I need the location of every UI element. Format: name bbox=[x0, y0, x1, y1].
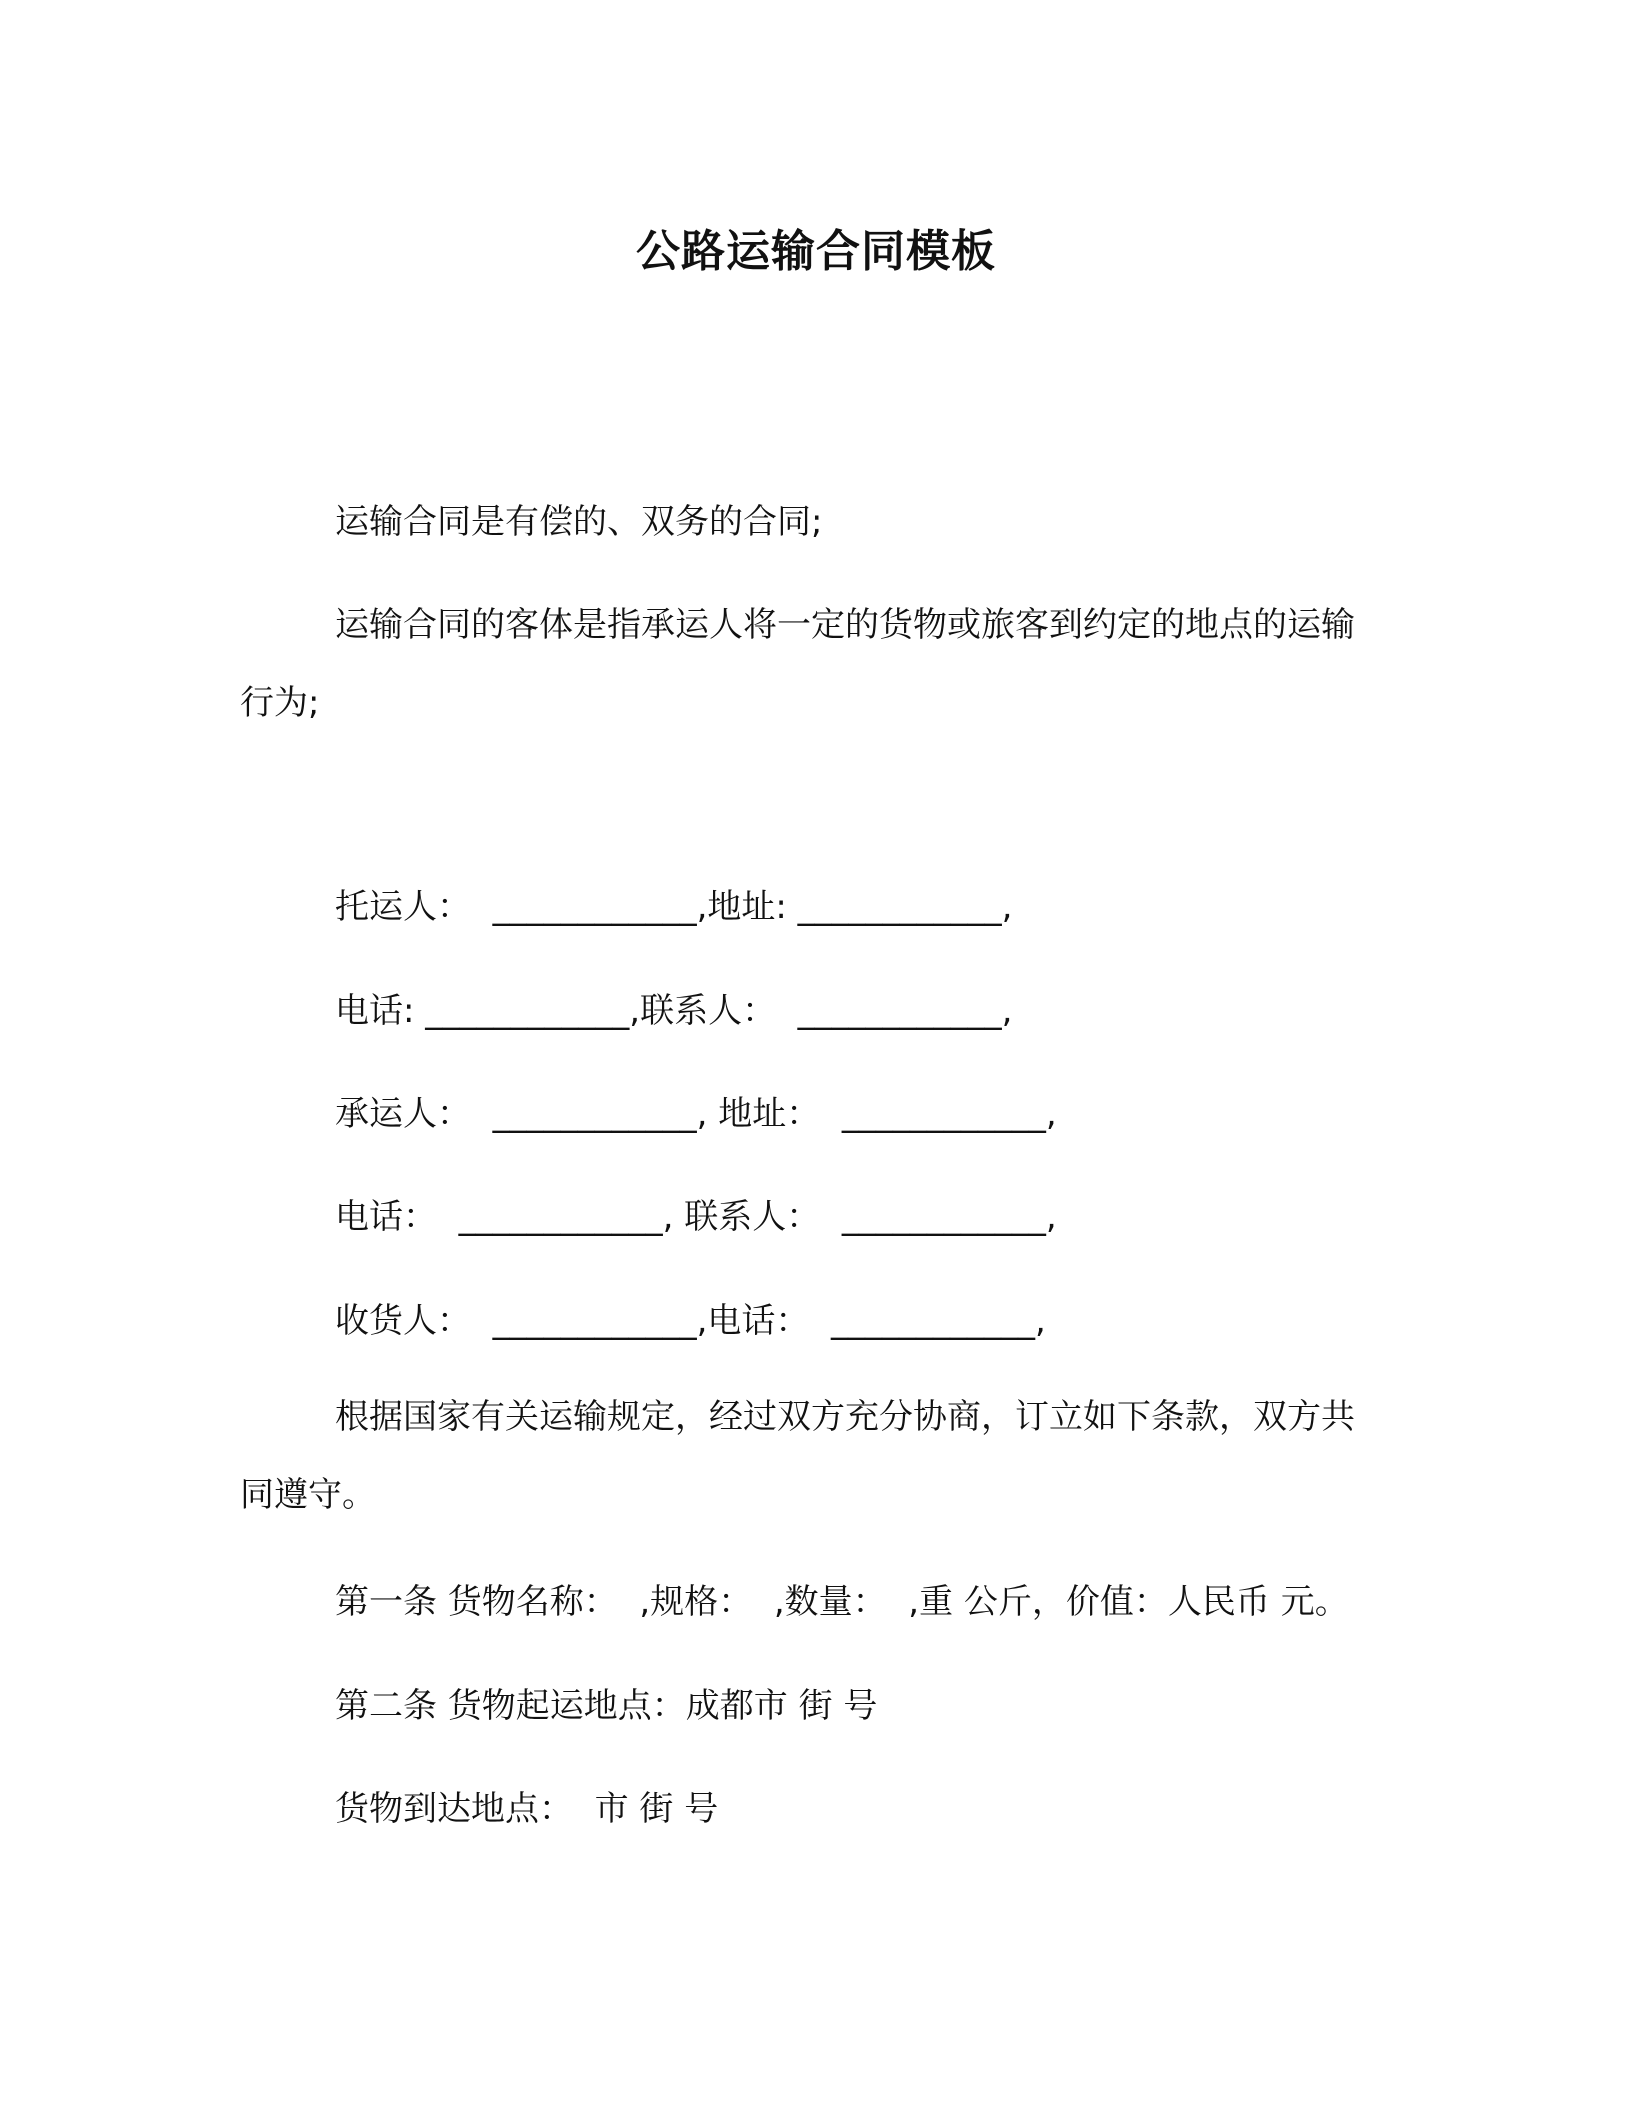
carrier-phone-line: 电话： ____________, 联系人： ____________, bbox=[335, 1197, 1057, 1237]
shipper-line: 托运人： ____________,地址: ____________, bbox=[335, 887, 1013, 927]
paragraph-contract-nature: 运输合同是有偿的、双务的合同; bbox=[335, 502, 823, 542]
destination-line: 货物到达地点： 市 街 号 bbox=[335, 1789, 719, 1829]
shipper-phone-line: 电话: ____________,联系人： ____________, bbox=[335, 991, 1013, 1031]
carrier-line: 承运人： ____________, 地址： ____________, bbox=[335, 1094, 1057, 1134]
consignee-line: 收货人： ____________,电话： ____________, bbox=[335, 1301, 1046, 1341]
document-title: 公路运输合同模板 bbox=[636, 226, 996, 277]
article-1-line: 第一条 货物名称： ,规格： ,数量： ,重 公斤，价值：人民币 元。 bbox=[335, 1582, 1349, 1622]
paragraph-contract-object: 运输合同的客体是指承运人将一定的货物或旅客到约定的地点的运输行为; bbox=[240, 605, 1355, 723]
article-2-line: 第二条 货物起运地点：成都市 街 号 bbox=[335, 1686, 878, 1726]
paragraph-agreement: 根据国家有关运输规定，经过双方充分协商，订立如下条款，双方共同遵守。 bbox=[240, 1397, 1355, 1515]
